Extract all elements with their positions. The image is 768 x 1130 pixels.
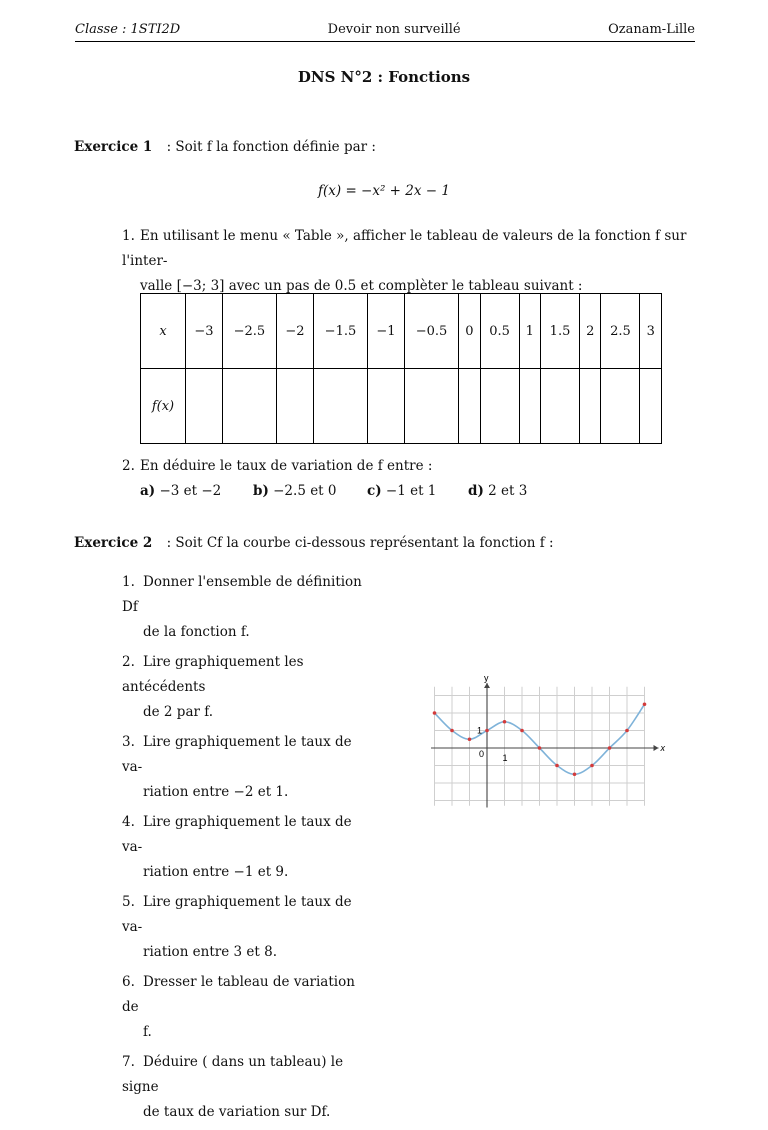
table-cell-empty[interactable] (222, 369, 276, 444)
curve-point (608, 746, 612, 750)
row-label-x: x (141, 294, 186, 369)
table-cell-empty[interactable] (640, 369, 662, 444)
item-number: 5. (122, 894, 135, 910)
table-cell-empty[interactable] (601, 369, 640, 444)
item-number: 4. (122, 814, 135, 830)
question-1-line2: valle [−3; 3] avec un pas de 0.5 et complèter le tableau suivant : (140, 278, 583, 294)
item-number: 3. (122, 734, 135, 750)
item-line1: Donner l'ensemble de définition Df (122, 574, 362, 615)
table-row-x (141, 294, 662, 369)
header-school: Ozanam-Lille (608, 22, 695, 37)
item-line1: Dresser le tableau de variation de (122, 974, 355, 1015)
curve-point (468, 737, 472, 741)
item-line2: de 2 par f. (143, 704, 214, 720)
list-item (122, 970, 362, 1045)
function-graph (420, 648, 670, 813)
option-b-label: b) (253, 483, 269, 499)
table-cell-empty[interactable] (480, 369, 519, 444)
item-number: 7. (122, 1054, 135, 1070)
x-axis-label: x (660, 743, 665, 753)
option-d (468, 483, 527, 499)
item-line2: riation entre 3 et 8. (143, 944, 277, 960)
curve-point (573, 772, 577, 776)
item-number: 6. (122, 974, 135, 990)
question-1-line1: En utilisant le menu « Table », afficher le tableau de valeurs de la fonction f sur l'inter- (122, 228, 687, 269)
page-header (75, 22, 695, 42)
x-unit-label: 1 (502, 753, 508, 763)
question-2 (122, 454, 697, 479)
table-cell-x: 2.5 (601, 294, 640, 369)
list-item (122, 890, 362, 965)
exercise-1-intro: : Soit f la fonction définie par : (166, 139, 376, 155)
option-a-text: −3 et −2 (159, 483, 222, 499)
table-cell-x: 3 (640, 294, 662, 369)
exercise-1-heading (74, 139, 376, 155)
option-c-text: −1 et 1 (385, 483, 437, 499)
values-table (140, 293, 662, 444)
table-cell-x: 2 (579, 294, 600, 369)
curve-point (450, 729, 454, 733)
table-cell-x: 0 (459, 294, 480, 369)
item-line2: riation entre −1 et 9. (143, 864, 289, 880)
y-axis-label: y (484, 673, 489, 683)
table-row-fx (141, 369, 662, 444)
exercise-2-heading (74, 535, 554, 551)
curve-point (538, 746, 542, 750)
table-cell-empty[interactable] (313, 369, 367, 444)
document-title: DNS N°2 : Fonctions (297, 68, 471, 86)
option-a (140, 483, 253, 499)
table-cell-empty[interactable] (579, 369, 600, 444)
table-cell-empty[interactable] (519, 369, 540, 444)
question-1-number: 1. (122, 228, 135, 244)
table-cell-x: −3 (186, 294, 223, 369)
question-2-text: En déduire le taux de variation de f entre : (140, 458, 433, 474)
table-cell-x: −1.5 (313, 294, 367, 369)
table-cell-x: −0.5 (404, 294, 458, 369)
function-formula: f(x) = −x² + 2x − 1 (318, 183, 450, 199)
list-item (122, 650, 362, 725)
exercise-2-questions (122, 570, 362, 1130)
rate-options (140, 483, 527, 499)
question-2-number: 2. (122, 458, 135, 474)
header-class: Classe : 1STI2D (75, 22, 181, 37)
curve-point (503, 720, 507, 724)
table-cell-empty[interactable] (404, 369, 458, 444)
table-cell-x: −2.5 (222, 294, 276, 369)
list-item (122, 570, 362, 645)
table-cell-x: 1 (519, 294, 540, 369)
table-cell-empty[interactable] (459, 369, 480, 444)
option-b-text: −2.5 et 0 (273, 483, 337, 499)
option-c-label: c) (367, 483, 382, 499)
option-d-label: d) (468, 483, 484, 499)
table-cell-empty[interactable] (368, 369, 405, 444)
item-line1: Lire graphiquement les antécédents (122, 654, 304, 695)
curve-point (625, 729, 629, 733)
table-cell-x: −2 (277, 294, 314, 369)
item-line2: de la fonction f. (143, 624, 250, 640)
option-c (367, 483, 468, 499)
item-line2: riation entre −2 et 1. (143, 784, 289, 800)
origin-label: 0 (479, 749, 485, 759)
question-1 (122, 224, 697, 299)
table-cell-empty[interactable] (277, 369, 314, 444)
item-number: 2. (122, 654, 135, 670)
header-title: Devoir non surveillé (327, 22, 461, 37)
exercise-2-intro: : Soit Cf la courbe ci-dessous représentant la fonction f : (166, 535, 554, 551)
option-a-label: a) (140, 483, 156, 499)
curve-point (590, 764, 594, 768)
item-line1: Lire graphiquement le taux de va- (122, 814, 352, 855)
table-cell-empty[interactable] (186, 369, 223, 444)
curve-point (485, 729, 489, 733)
list-item (122, 730, 362, 805)
row-label-fx: f(x) (141, 369, 186, 444)
curve-point (643, 702, 647, 706)
table-cell-x: 1.5 (541, 294, 580, 369)
table-cell-x: 0.5 (480, 294, 519, 369)
list-item (122, 810, 362, 885)
option-b (253, 483, 367, 499)
table-cell-x: −1 (368, 294, 405, 369)
item-line2: f. (143, 1024, 152, 1040)
curve-point (433, 711, 437, 715)
list-item (122, 1050, 362, 1125)
option-d-text: 2 et 3 (488, 483, 528, 499)
x-axis-arrow (654, 745, 659, 751)
item-number: 1. (122, 574, 135, 590)
exercise-1-label: Exercice 1 (74, 139, 153, 155)
y-unit-label: 1 (477, 725, 483, 736)
y-axis-arrow (484, 683, 490, 688)
item-line2: de taux de variation sur Df. (143, 1104, 331, 1120)
item-line1: Lire graphiquement le taux de va- (122, 734, 352, 775)
table-cell-empty[interactable] (541, 369, 580, 444)
item-line1: Déduire ( dans un tableau) le signe (122, 1054, 344, 1095)
exercise-2-label: Exercice 2 (74, 535, 153, 551)
graph-axes (431, 683, 659, 808)
curve-point (555, 764, 559, 768)
curve-point (520, 729, 524, 733)
item-line1: Lire graphiquement le taux de va- (122, 894, 352, 935)
